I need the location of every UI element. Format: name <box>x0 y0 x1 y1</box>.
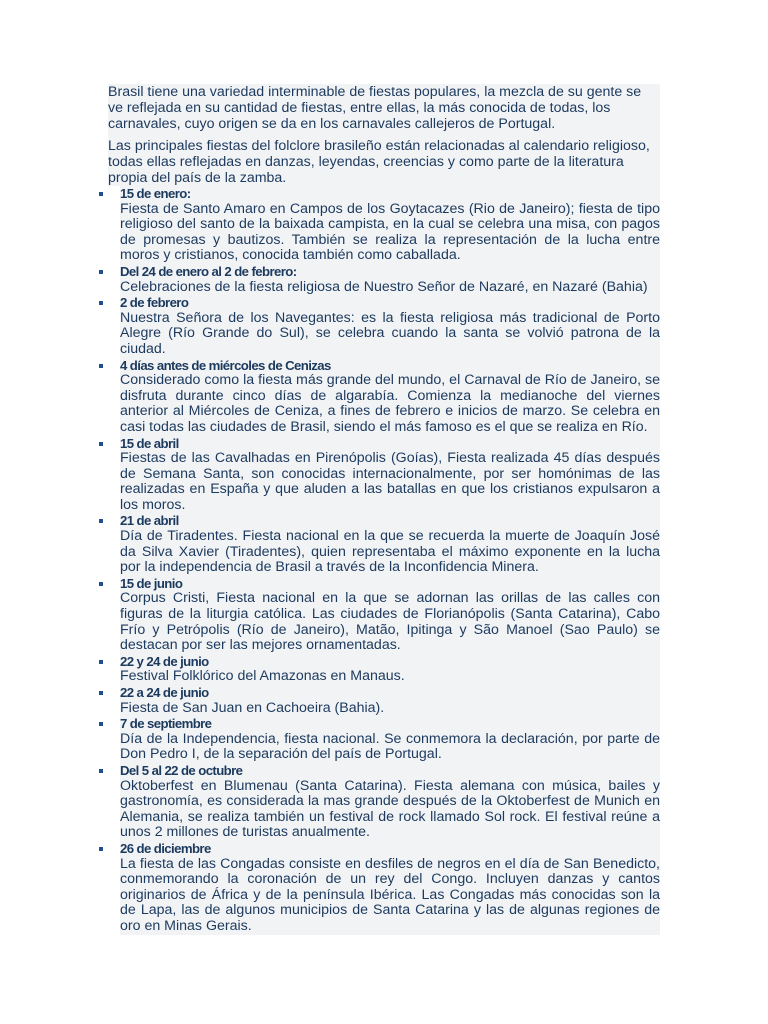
event-date: Del 5 al 22 de octubre <box>120 763 660 779</box>
document-page <box>0 84 768 935</box>
event-date: 26 de diciembre <box>120 841 660 857</box>
square-bullet-icon <box>99 691 103 695</box>
event-date: 4 días antes de miércoles de Cenizas <box>120 358 660 374</box>
event-date: 21 de abril <box>120 513 660 529</box>
event-date: 15 de junio <box>120 576 660 592</box>
event-date: 22 a 24 de junio <box>120 685 660 701</box>
event-description: Nuestra Señora de los Navegantes: es la fiesta religiosa más tradicional de Porto Alegre (Río Grande do Sul), se celebra cuando la santa se volvió patrona de la ciudad. <box>120 309 660 357</box>
intro-paragraph-2: Las principales fiestas del folclore brasileño están relacionadas al calendario religioso, todas ellas reflejadas en danzas, leyendas, creencias y como parte de la literatura propia del país de la zamba. <box>108 138 650 186</box>
event-description: Oktoberfest en Blumenau (Santa Catarina). Fiesta alemana con música, bailes y gastronomía, es considerada la mas grande después de la Oktoberfest de Munich en Alemania, se realiza también un festival de rock llamado Sol rock. El festival reúne a unos 2 millones de turistas anualmente. <box>120 777 660 841</box>
event-description: Día de la Independencia, fiesta nacional. Se conmemora la declaración, por parte de Don Pedro I, de la separación del país de Portugal. <box>120 730 660 763</box>
event-description: Festival Folklórico del Amazonas en Manaus. <box>120 669 660 685</box>
event-description: Considerado como la fiesta más grande del mundo, el Carnaval de Río de Janeiro, se disfruta durante cinco días de algarabía. Comienza la medianoche del viernes anterior al Miércoles de Ceniza, a fines de febrero e inicios de marzo. Se celebra en casi todas las ciudades de Brasil, siendo el más famoso es el que se realiza en Río. <box>120 372 660 435</box>
event-description: Día de Tiradentes. Fiesta nacional en la que se recuerda la muerte de Joaquín José da Silva Xavier (Tiradentes), quien representaba el máximo exponente en la lucha por la independencia de Brasil a través de la Inconfidencia Minera. <box>120 528 660 576</box>
event-item <box>0 358 768 436</box>
event-item <box>0 186 768 264</box>
square-bullet-icon <box>99 582 103 586</box>
event-item <box>0 654 768 685</box>
square-bullet-icon <box>99 192 103 196</box>
event-date: Del 24 de enero al 2 de febrero: <box>120 264 660 280</box>
square-bullet-icon <box>99 660 103 664</box>
event-item <box>0 264 768 295</box>
event-item <box>0 295 768 357</box>
event-item <box>0 436 768 514</box>
event-date: 15 de abril <box>120 436 660 452</box>
event-date: 15 de enero: <box>120 186 660 202</box>
event-date: 22 y 24 de junio <box>120 654 660 670</box>
square-bullet-icon <box>99 722 103 726</box>
event-description: La fiesta de las Congadas consiste en desfiles de negros en el día de San Benedicto, conmemorando la coronación de un rey del Congo. Incluyen danzas y cantos originarios de África y de la península Ibérica. Las Congadas más conocidas son la de Lapa, las de algunos municipios de Santa Catarina y las de algunas regiones de oro en Minas Gerais. <box>120 855 660 934</box>
event-item <box>0 841 768 935</box>
square-bullet-icon <box>99 847 103 851</box>
event-date: 7 de septiembre <box>120 716 660 732</box>
event-item <box>0 763 768 841</box>
intro-section <box>108 84 660 186</box>
square-bullet-icon <box>99 364 103 368</box>
event-date: 2 de febrero <box>120 295 660 311</box>
events-list <box>0 186 768 935</box>
event-description: Celebraciones de la fiesta religiosa de Nuestro Señor de Nazaré, en Nazaré (Bahia) <box>120 280 660 296</box>
event-item <box>0 716 768 763</box>
square-bullet-icon <box>99 270 103 274</box>
square-bullet-icon <box>99 519 103 523</box>
square-bullet-icon <box>99 769 103 773</box>
event-description: Corpus Cristi, Fiesta nacional en la que se adornan las orillas de las calles con figuras de la liturgia católica. Las ciudades de Florianópolis (Santa Catarina), Cabo Frío y Petrópolis (Río de Janeiro), Matão, Ipitinga y São Manoel (Sao Paulo) se destacan por ser las mejores ornamentadas. <box>120 590 660 654</box>
square-bullet-icon <box>99 442 103 446</box>
event-description: Fiesta de Santo Amaro en Campos de los Goytacazes (Rio de Janeiro); fiesta de tipo religioso del santo de la baixada campista, en la cual se celebra una misa, con pagos de promesas y bautizos. También se realiza la representación de la lucha entre moros y cristianos, conocida también como caballada. <box>120 200 660 264</box>
square-bullet-icon <box>99 301 103 305</box>
intro-paragraph-1: Brasil tiene una variedad interminable de fiestas populares, la mezcla de su gente se ve reflejada en su cantidad de fiestas, entre ellas, la más conocida de todas, los carnavales, cuyo origen se da en los carnavales callejeros de Portugal. <box>108 84 642 132</box>
event-item <box>0 513 768 575</box>
event-item <box>0 685 768 716</box>
event-item <box>0 576 768 654</box>
event-description: Fiestas de las Cavalhadas en Pirenópolis (Goías), Fiesta realizada 45 días después de Semana Santa, son conocidas internacionalmente, por ser homónimas de las realizadas en España y que aluden a las batallas en que los cristianos expulsaron a los moros. <box>120 450 660 513</box>
event-description: Fiesta de San Juan en Cachoeira (Bahia). <box>120 701 660 717</box>
